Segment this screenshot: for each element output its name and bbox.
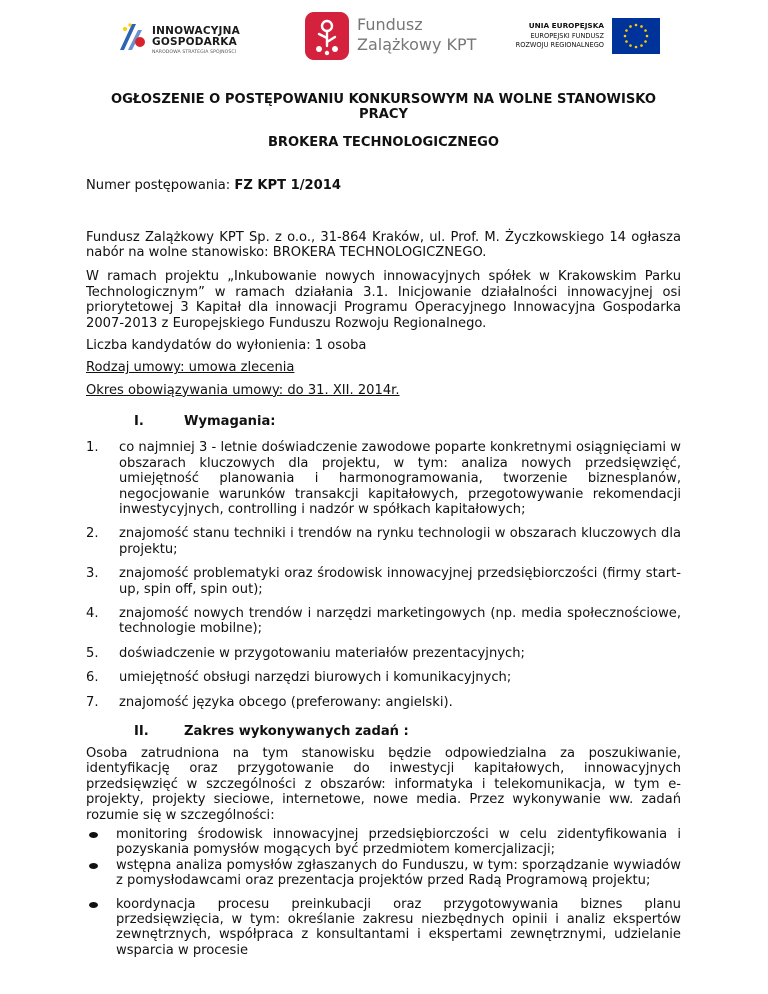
eu-star (635, 24, 638, 27)
eu-flag-icon (612, 18, 660, 54)
item-text: koordynacja procesu preinkubacji oraz przygotowywania biznes planu przedsięwzięcia, w tym: określanie zakresu niezbędnych opinii i analiz ekspertów zewnętrznych, współpraca z konsultantami i ekspertami zewnętrznymi, udzielanie wsparcia w procesie (116, 896, 681, 958)
list-item (86, 526, 681, 557)
item-number: 6. (86, 670, 99, 686)
eu-star (625, 40, 628, 43)
eu-logo-line3: ROZWOJU REGIONALNEGO (515, 41, 604, 49)
item-number: 2. (86, 526, 99, 542)
header-logos (0, 12, 768, 72)
list-item (86, 670, 681, 685)
procedure-number (86, 178, 681, 193)
eu-star (625, 29, 628, 32)
tasks-list (86, 827, 681, 958)
contract-period-line: Okres obowiązywania umowy: do 31. XII. 2014r. (86, 382, 400, 398)
eu-logo-text (512, 18, 604, 64)
candidates-line: Liczba kandydatów do wyłonienia: 1 osoba (86, 338, 367, 354)
document-title: OGŁOSZENIE O POSTĘPOWANIU KONKURSOWYM NA WOLNE STANOWISKO PRACY (111, 92, 656, 123)
list-item (86, 858, 681, 889)
list-item (86, 646, 681, 661)
section-number: I. (134, 414, 144, 430)
scope-paragraph: Osoba zatrudniona na tym stanowisku będzie odpowiedzialna za poszukiwanie, identyfikację oraz przygotowanie do inwestycji kapitałowych, innowacyjnych przedsięwzięć w szczególności z obszarów: informatyka i telekomunikacja, w tym e-projekty, projekty sieciowe, internetowe, nowe media. Przez wykonywanie ww. zadań rozumie się w szczególności: (86, 745, 681, 823)
procedure-number-value: FZ KPT 1/2014 (234, 178, 341, 194)
document-subtitle: BROKERA TECHNOLOGICZNEGO (267, 134, 500, 150)
ig-logo-line2: GOSPODARKA (152, 36, 237, 48)
item-number: 4. (86, 605, 99, 621)
eu-star (640, 44, 643, 47)
item-text: znajomość problematyki oraz środowisk innowacyjnej przedsiębiorczości (firmy start-up, spin off, spin out); (119, 566, 681, 597)
item-text: doświadczenie w przygotowaniu materiałów prezentacyjnych; (119, 645, 525, 661)
item-number: 1. (86, 440, 99, 456)
item-number: 7. (86, 694, 99, 710)
item-text: znajomość języka obcego (preferowany: angielski). (119, 694, 453, 710)
item-text: monitoring środowisk innowacyjnej przedsiębiorczości w celu zidentyfikowania i pozyskania pomysłów mogących być przedmiotem komercjalizacji; (116, 827, 681, 858)
innowacyjna-gospodarka-logo (118, 20, 288, 60)
eu-star (629, 44, 632, 47)
fundusz-logo-line2: Zalążkowy KPT (357, 35, 477, 54)
eu-star (646, 35, 649, 38)
list-item (86, 606, 681, 637)
ig-logo-line1: INNOWACYJNA (152, 25, 240, 37)
section-title: Zakres wykonywanych zadań : (184, 723, 409, 739)
intro-paragraph: Fundusz Zalążkowy KPT Sp. z o.o., 31-864 Kraków, ul. Prof. M. Życzkowskiego 14 ogłasza nabór na wolne stanowisko: BROKERA TECHNOLOGICZNEGO. (86, 229, 681, 261)
ig-logo-line3: NARODOWA STRATEGIA SPÓJNOŚCI (152, 50, 237, 55)
section-number: II. (134, 723, 149, 739)
eu-logo-line1: UNIA EUROPEJSKA (528, 21, 604, 30)
section-title: Wymagania: (184, 414, 276, 430)
section-tasks-heading (86, 724, 681, 740)
item-text: co najmniej 3 - letnie doświadczenie zawodowe poparte konkretnymi osiągnięciami w obszarach kluczowych dla projektu, w tym: analiza nowych przedsięwzięć, umiejętność planowania i harmonogramowania, tworzenie biznesplanów, negocjowanie warunków transakcji kapitałowych, przegotowywanie rekomendacji inwestycyjnych, controlling i nadzór w spółkach kapitałowych; (119, 440, 681, 517)
project-paragraph: W ramach projektu „Inkubowanie nowych innowacyjnych spółek w Krakowskim Parku Technologicznym” w ramach działania 3.1. Inicjowanie działalności innowacyjnej osi priorytetowej 3 Kapitał dla innowacji Programu Operacyjnego Innowacyjna Gospodarka 2007-2013 z Europejskiego Funduszu Rozwoju Regionalnego. (86, 269, 681, 331)
item-number: 3. (86, 566, 99, 582)
eu-star (644, 40, 647, 43)
item-text: wstępna analiza pomysłów zgłaszanych do Funduszu, w tym: sporządzanie wywiadów z pomysłodawcami oraz prezentacja projektów przed Radą Programową projektu; (116, 857, 681, 889)
eu-star (624, 35, 627, 38)
list-item (86, 897, 681, 959)
item-text: znajomość nowych trendów i narzędzi marketingowych (np. media społecznościowe, technologie mobilne); (119, 605, 681, 637)
list-item (86, 440, 681, 517)
section-requirements-heading (86, 414, 681, 430)
list-item (86, 566, 681, 597)
bullet-icon (89, 863, 98, 869)
eu-star (629, 25, 632, 28)
procedure-number-label: Numer postępowania: (86, 178, 235, 194)
bullet-icon (89, 832, 98, 838)
bullet-icon (89, 902, 98, 908)
eu-star (644, 29, 647, 32)
innowacyjna-gospodarka-emblem-icon (118, 20, 148, 54)
contract-type-line: Rodzaj umowy: umowa zlecenia (86, 360, 295, 376)
item-text: umiejętność obsługi narzędzi biurowych i komunikacyjnych; (119, 670, 512, 686)
item-text: znajomość stanu techniki i trendów na rynku technologii w obszarach kluczowych dla projektu; (119, 526, 681, 557)
fundusz-zalazkowy-logo (305, 12, 495, 70)
eu-star (635, 46, 638, 49)
document-body (86, 92, 681, 958)
item-number: 5. (86, 645, 99, 661)
list-item (86, 695, 681, 710)
requirements-list (86, 440, 681, 710)
eu-star (640, 25, 643, 28)
eu-logo-line2: EUROPEJSKI FUNDUSZ (530, 32, 604, 40)
fundusz-emblem-icon (305, 12, 349, 60)
list-item (86, 827, 681, 858)
fundusz-logo-line1: Fundusz (357, 15, 423, 34)
